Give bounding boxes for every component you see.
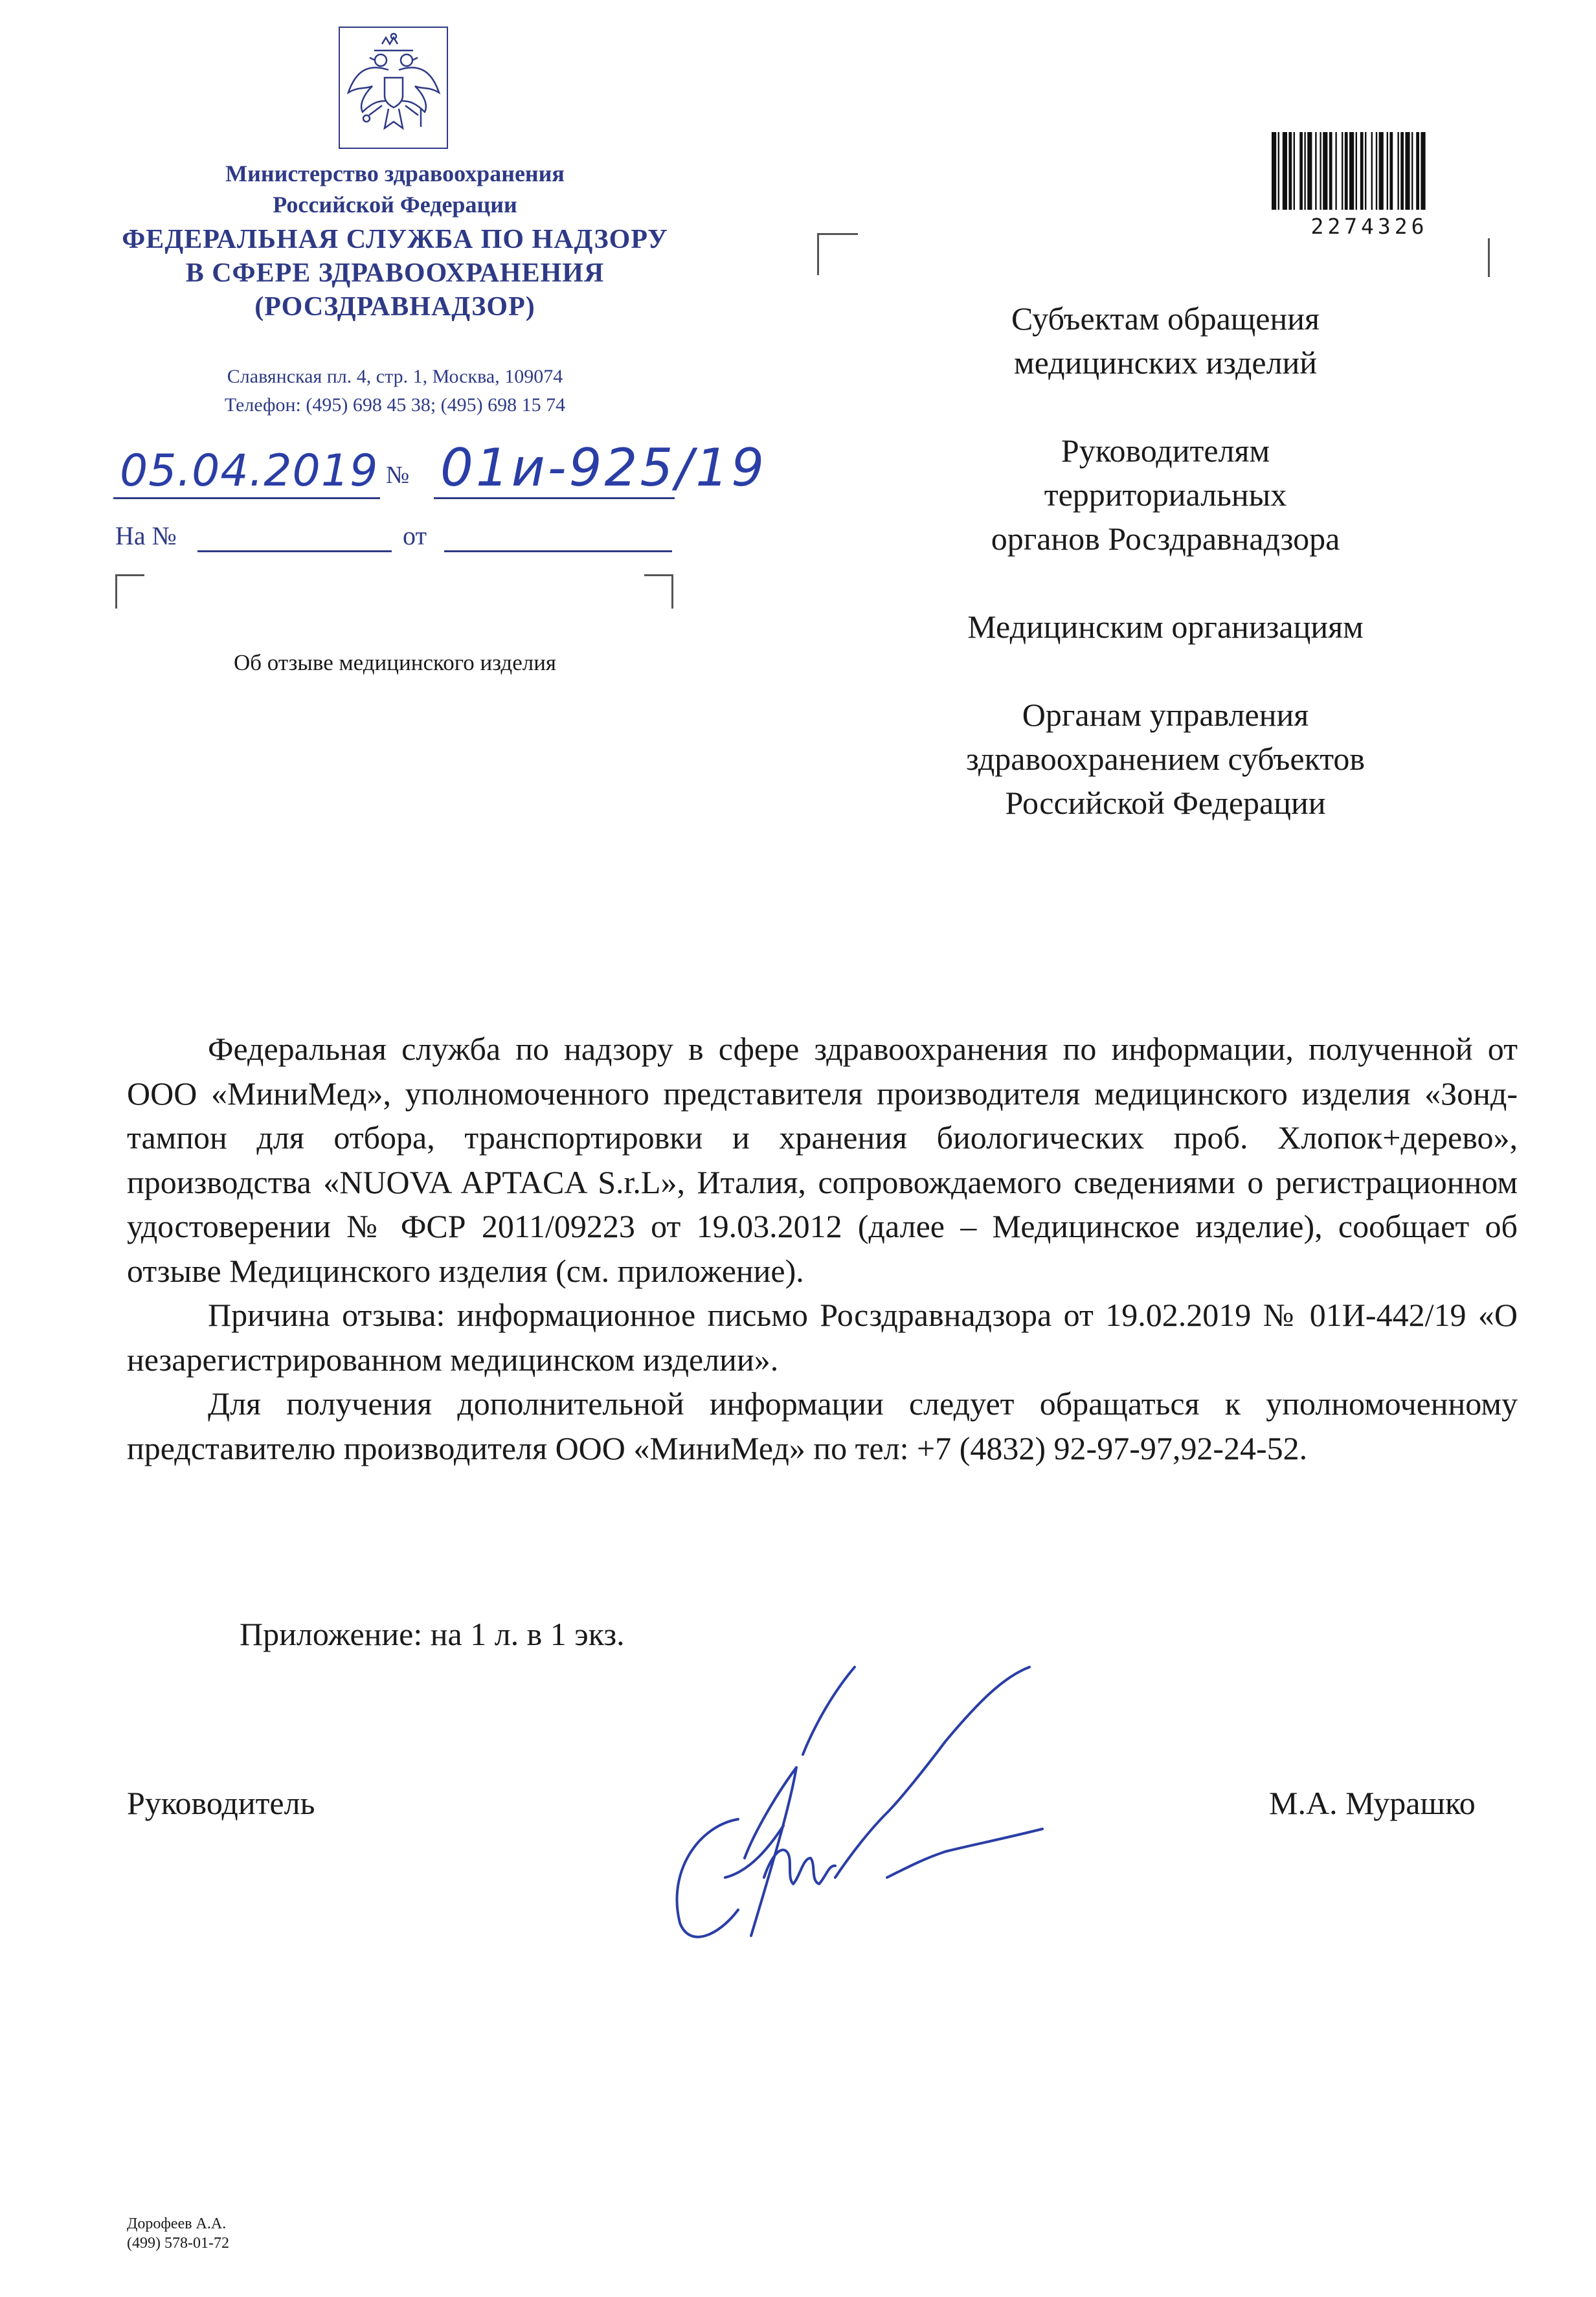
on-request-field (197, 550, 392, 552)
from-label: от (403, 521, 427, 550)
service-line: ФЕДЕРАЛЬНАЯ СЛУЖБА ПО НАДЗОРУ (122, 225, 668, 254)
letter-subject: Об отзыве медицинского изделия (233, 650, 557, 675)
ministry-name (84, 158, 706, 220)
on-request-label: На № (115, 521, 177, 550)
body-paragraph: Федеральная служба по надзору в сфере здравоохранения по информации, полученной от ООО «МиниМед», уполномоченного представителя производителя медицинского изделия «Зонд-тампон для отбора, транспортировки и хранения биологических проб. Хлопок+дерево», производства «NUOVA APTACA S.r.L», Италия, сопровождаемого сведениями о регистрационном удостоверении № ФСР 2011/09223 от 19.03.2012 (далее – Медицинское изделие), сообщает об отзыве Медицинского изделия (см. приложение). (127, 1031, 1518, 1289)
barcode-icon (1269, 132, 1470, 216)
date-underline (113, 497, 380, 499)
from-field (444, 550, 672, 552)
letter-body (127, 1027, 1518, 1470)
addressee-line: органов Росздравнадзора (991, 521, 1340, 557)
signer-name: М.А. Мурашко (1269, 1785, 1476, 1821)
attachment-note: Приложение: на 1 л. в 1 экз. (240, 1616, 625, 1652)
executor-phone: (499) 578-01-72 (127, 2235, 229, 2252)
corner-mark (644, 574, 673, 609)
addressee-group (855, 297, 1476, 385)
coat-of-arms-icon (337, 25, 450, 151)
addressee-group (855, 693, 1476, 825)
ministry-line: Министерство здравоохранения (225, 161, 565, 186)
addressee-line: медицинских изделий (1013, 344, 1318, 381)
addressee-line: здравоохранением субъектов (965, 741, 1366, 777)
number-underline (434, 497, 675, 499)
addressee-group (855, 429, 1476, 561)
addressees-block (855, 297, 1476, 869)
ministry-line: Российской Федерации (273, 192, 517, 218)
addressee-line: территориальных (1044, 476, 1287, 513)
signer-position: Руководитель (127, 1785, 315, 1821)
addressee-group (855, 605, 1476, 649)
barcode-number: 2274326 (1310, 214, 1428, 239)
addressee-line: Субъектам обращения (1011, 300, 1320, 337)
service-line: (РОСЗДРАВНАДЗОР) (254, 292, 535, 322)
addressee-line: Руководителям (1061, 432, 1270, 469)
addressee-line: Медицинским организациям (967, 609, 1364, 645)
phone-line: Телефон: (495) 698 45 38; (495) 698 15 74 (224, 394, 566, 416)
executor-name: Дорофеев А.А. (127, 2215, 227, 2232)
handwritten-signature (641, 1664, 1062, 1988)
addressee-line: Российской Федерации (1005, 785, 1326, 821)
service-name (84, 223, 706, 324)
number-label: № (386, 462, 410, 489)
letterhead-address (84, 363, 706, 420)
executor-info (127, 2214, 229, 2253)
corner-mark (1488, 238, 1490, 277)
corner-mark (115, 574, 144, 609)
body-paragraph: Причина отзыва: информационное письмо Росздравнадзора от 19.02.2019 № 01И-442/19 «О незарегистрированном медицинском изделии». (127, 1297, 1518, 1378)
address-line: Славянская пл. 4, стр. 1, Москва, 109074 (227, 366, 563, 387)
addressee-line: Органам управления (1022, 697, 1309, 733)
body-paragraph: Для получения дополнительной информации следует обращаться к уполномоченному представителю производителя ООО «МиниМед» по тел: +7 (4832) 92-97-97,92-24-52. (127, 1385, 1518, 1466)
outgoing-date: 05.04.2019 (120, 445, 379, 497)
corner-mark (817, 233, 858, 275)
service-line: В СФЕРЕ ЗДРАВООХРАНЕНИЯ (185, 258, 605, 288)
outgoing-number: 01и-925/19 (440, 438, 767, 498)
